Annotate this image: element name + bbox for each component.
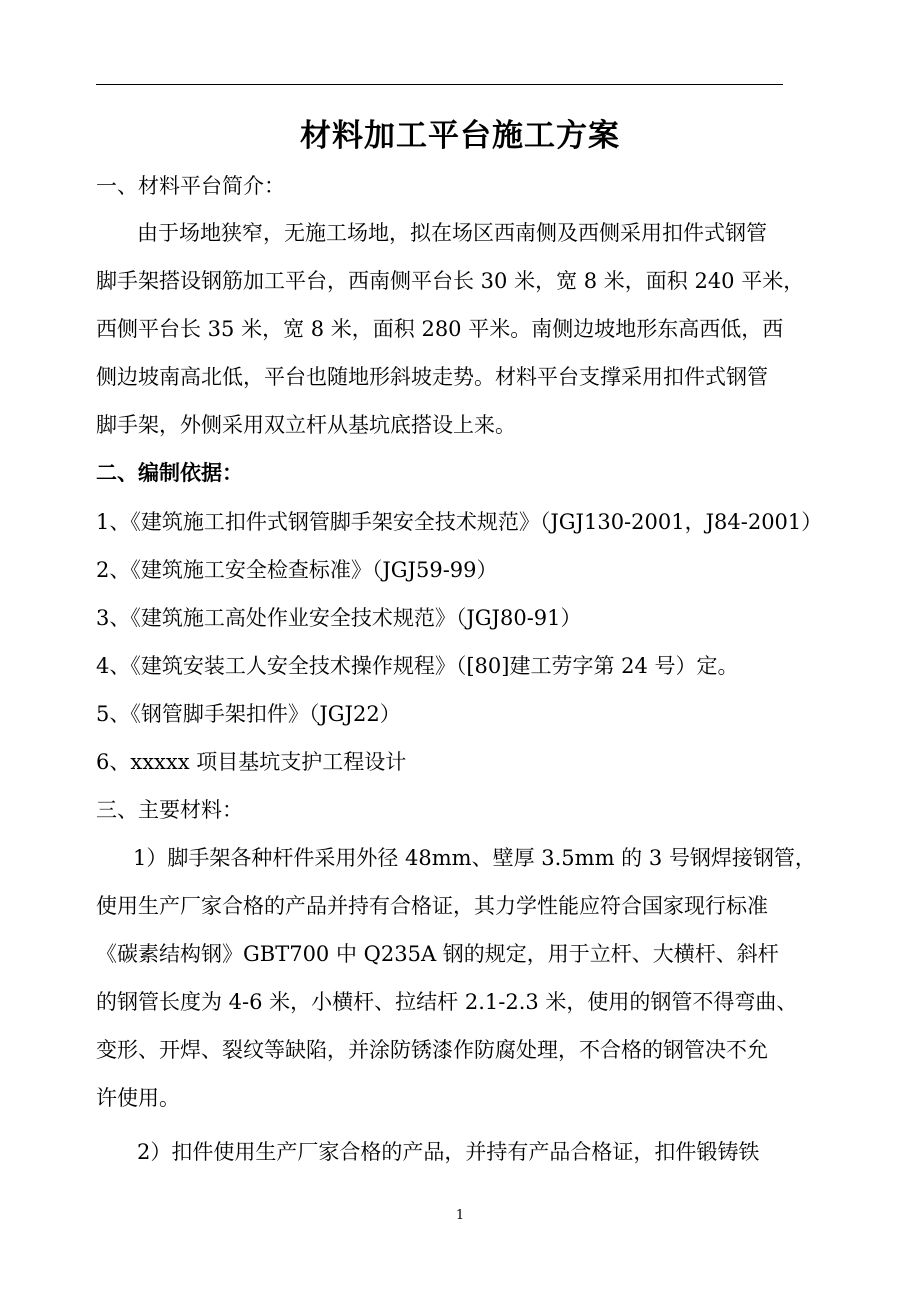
page-number: 1 — [455, 1208, 465, 1223]
intro-line-2: 脚手架搭设钢筋加工平台，西南侧平台长 30 米，宽 8 米，面积 240 平米， — [96, 269, 805, 293]
intro-line-5: 脚手架，外侧采用双立杆从基坑底搭设上来。 — [96, 413, 516, 437]
intro-line-3: 西侧平台长 35 米，宽 8 米，面积 280 平米。南侧边坡地形东高西低，西 — [96, 317, 784, 341]
basis-item-4: 4、《建筑安装工人安全技术操作规程》（[80]建工劳字第 24 号）定。 — [96, 654, 739, 678]
basis-item-1: 1、《建筑施工扣件式钢管脚手架安全技术规范》（JGJ130-2001，J84-2001） — [96, 510, 823, 534]
basis-item-5: 5、《钢管脚手架扣件》（JGJ22） — [96, 702, 401, 726]
materials-p1-line-1: 1）脚手架各种杆件采用外径 48mm、壁厚 3.5mm 的 3 号钢焊接钢管， — [133, 846, 816, 870]
basis-item-3: 3、《建筑施工高处作业安全技术规范》（JGJ80-91） — [96, 606, 582, 630]
intro-line-4: 侧边坡南高北低，平台也随地形斜坡走势。材料平台支撑采用扣件式钢管 — [96, 365, 768, 389]
materials-p1-line-2: 使用生产厂家合格的产品并持有合格证，其力学性能应符合国家现行标准 — [96, 894, 768, 918]
basis-item-6: 6、xxxxx 项目基坑支护工程设计 — [96, 750, 407, 774]
basis-item-2: 2、《建筑施工安全检查标准》（JGJ59-99） — [96, 558, 498, 582]
header-rule — [96, 84, 783, 85]
section-heading-materials: 三、主要材料： — [96, 798, 243, 822]
materials-p1-line-3: 《碳素结构钢》GBT700 中 Q235A 钢的规定，用于立杆、大横杆、斜杆 — [96, 942, 779, 966]
materials-p1-line-4: 的钢管长度为 4-6 米，小横杆、拉结杆 2.1-2.3 米，使用的钢管不得弯曲、 — [96, 990, 798, 1014]
materials-p2-line-1: 2）扣件使用生产厂家合格的产品，并持有产品合格证，扣件锻铸铁 — [137, 1140, 760, 1164]
section-heading-intro: 一、材料平台简介： — [96, 174, 285, 198]
materials-p1-line-5: 变形、开焊、裂纹等缺陷，并涂防锈漆作防腐处理，不合格的钢管决不允 — [96, 1038, 768, 1062]
document-title: 材料加工平台施工方案 — [300, 118, 620, 154]
section-heading-basis: 二、编制依据： — [96, 460, 243, 485]
materials-p1-line-6: 许使用。 — [96, 1086, 180, 1110]
intro-line-1: 由于场地狭窄，无施工场地，拟在场区西南侧及西侧采用扣件式钢管 — [137, 221, 767, 245]
